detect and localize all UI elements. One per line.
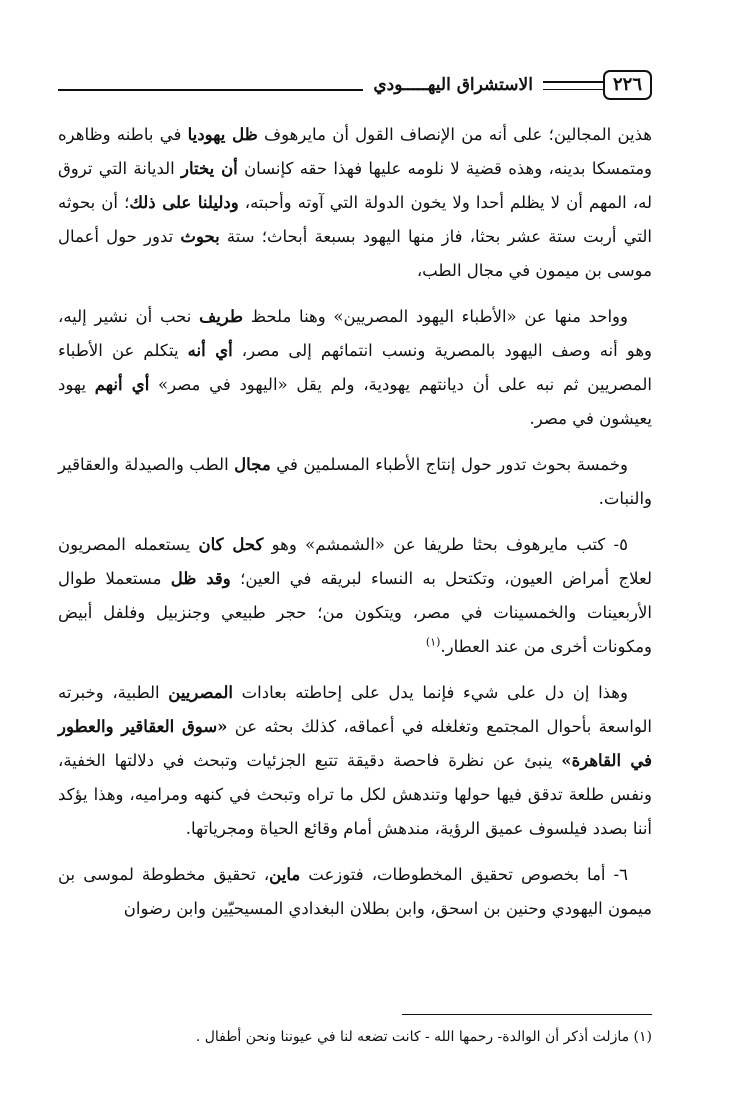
paragraph-5 bbox=[58, 676, 652, 846]
header-rule-long bbox=[58, 89, 363, 91]
text-run: هذين المجالين؛ على أنه من الإنصاف القول أن مايرهوف bbox=[257, 125, 653, 144]
paragraph-3 bbox=[58, 448, 652, 516]
bold-run: أي أنه bbox=[187, 341, 233, 360]
bold-run: وقد ظل bbox=[170, 569, 231, 588]
text-run: يتكلم عن الأطباء المصريين ثم نبه على أن ديانتهم يهودية، ولم يقل «اليهود في مصر» bbox=[58, 341, 652, 394]
bold-run: طريف bbox=[199, 307, 244, 326]
text-run: ٦- أما بخصوص تحقيق المخطوطات، فتوزعت bbox=[300, 865, 628, 884]
bold-run: «سوق العقاقير والعطور في القاهرة» bbox=[58, 717, 652, 770]
text-run: في باطنه وظاهره ومتمسكا بدينه، وهذه قضية لا نلومه عليها فهذا حقه كإنسان bbox=[58, 125, 652, 178]
text-run: وهذا إن دل على شيء فإنما يدل على إحاطته بعادات bbox=[232, 683, 628, 702]
text-run: يهود يعيشون في مصر. bbox=[58, 375, 652, 428]
text-run: وواحد منها عن «الأطباء اليهود المصريين» وهنا ملحظ bbox=[243, 307, 628, 326]
book-page bbox=[58, 66, 652, 1066]
text-run: وخمسة بحوث تدور حول إنتاج الأطباء المسلمين في bbox=[270, 455, 628, 474]
text-run: مستعملا طوال الأربعينات والخمسينات في مصر، ويتكون من؛ حجر طبيعي وجنزبيل وفلفل أبيض ومكونات أخرى من عند العطار. bbox=[58, 569, 652, 656]
bold-run: ظل يهوديا bbox=[187, 125, 258, 144]
bold-run: بحوث bbox=[180, 227, 220, 246]
bold-run: أي أنهم bbox=[94, 375, 150, 394]
footnote-reference: (١) bbox=[425, 635, 441, 649]
bold-run: كحل كان bbox=[198, 535, 264, 554]
footnote: (١) مازلت أذكر أن الوالدة- رحمها الله - كانت تضعه لنا في عيوننا ونحن أطفال . bbox=[195, 1029, 652, 1045]
footnote-separator bbox=[402, 1014, 652, 1015]
text-run: ؛ أن بحوثه التي أربت ستة عشر بحثا، فاز منها اليهود بسبعة أبحاث؛ ستة bbox=[58, 193, 652, 246]
text-run: الديانة التي تروق له، المهم أن لا يظلم أحدا ولا يخون الدولة التي آوته وأحبته، bbox=[58, 159, 652, 212]
text-run: يستعمله المصريون لعلاج أمراض العيون، وتكتحل به النساء لبريقه في العين؛ bbox=[58, 535, 653, 588]
paragraph-6 bbox=[58, 858, 652, 926]
text-run: نحب أن نشير إليه، وهو أنه وصف اليهود بالمصرية ونسب انتمائهم إلى مصر، bbox=[58, 307, 652, 360]
text-run: ينبئ عن نظرة فاحصة دقيقة تتبع الجزئيات وتبحث في دلالتها الخفية، ونفس طلعة تدقق فيها حولها وتندهش لكل ما تراه وتبحث في كنهه ومراميه، وهذا يؤكد أننا بصدد فيلسوف عميق الرؤية، مندهش أمام وقائع الحياة ومجرياتها. bbox=[58, 751, 652, 838]
body-text bbox=[58, 118, 652, 926]
bold-run: مجال bbox=[234, 455, 271, 474]
bold-run: أن يختار bbox=[181, 159, 238, 178]
bold-run: المصريين bbox=[168, 683, 233, 702]
page-number: ٢٢٦ bbox=[603, 70, 652, 100]
paragraph-2 bbox=[58, 300, 652, 436]
bold-run: ماين bbox=[269, 865, 301, 884]
paragraph-1 bbox=[58, 118, 652, 288]
running-header bbox=[58, 66, 652, 104]
paragraph-4 bbox=[58, 528, 652, 664]
text-run: تدور حول أعمال موسى بن ميمون في مجال الطب، bbox=[58, 227, 652, 280]
running-title: الاستشراق اليهـــــودي bbox=[373, 75, 533, 95]
text-run: الطب والصيدلة والعقاقير والنبات. bbox=[58, 455, 652, 508]
bold-run: ودليلنا على ذلك bbox=[129, 193, 239, 212]
text-run: ، تحقيق مخطوطة لموسى بن ميمون اليهودي وحنين بن اسحق، وابن بطلان البغدادي المسيحيّين وابن رضوان bbox=[58, 865, 652, 918]
header-rule-short bbox=[543, 81, 603, 90]
text-run: ٥- كتب مايرهوف بحثا طريفا عن «الشمشم» وهو bbox=[263, 535, 628, 554]
text-run: الطبية، وخبرته الواسعة بأحوال المجتمع وتغلغله في أعماقه، كذلك بحثه عن bbox=[58, 683, 652, 736]
